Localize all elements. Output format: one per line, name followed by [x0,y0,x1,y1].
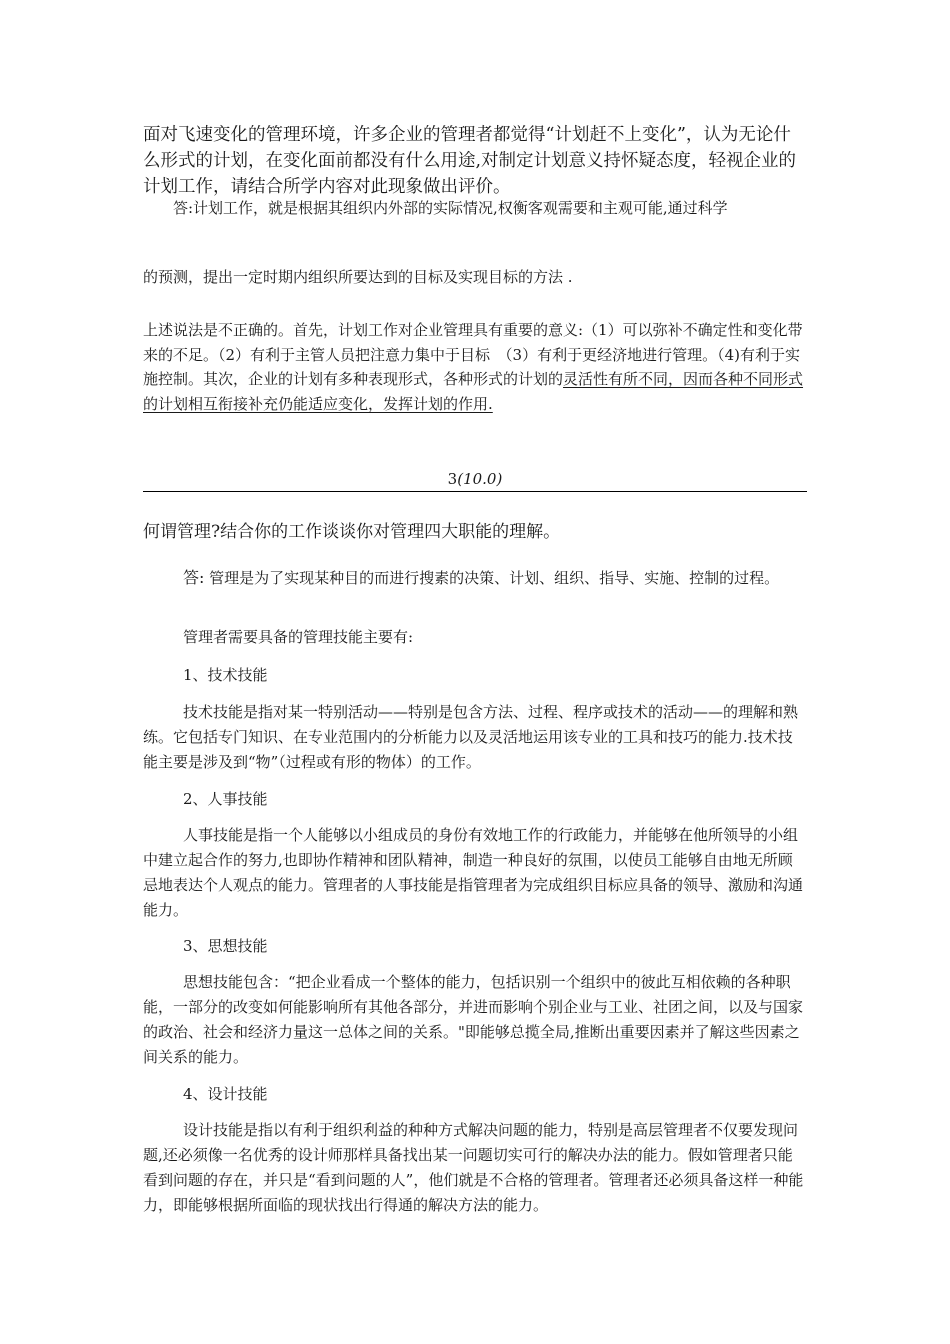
section-number: 3 [447,470,458,488]
answer-2-intro-text: 管理是为了实现某种目的而进行搜素的决策、计划、组织、指导、实施、控制的过程。 [204,569,780,587]
answer-2-intro [143,565,807,591]
skill-heading-4: 4、设计技能 [183,1085,268,1103]
skill-heading-2: 2、人事技能 [183,790,268,808]
section-header [143,470,807,488]
answer-1-line-2: 的预测，提出一定时期内组织所要达到的目标及实现目标的方法 . [143,268,573,286]
section-score: (10.0) [457,470,503,488]
skill-heading-1: 1、技术技能 [183,666,268,684]
skill-paragraph-4: 设计技能是指以有利于组织利益的种种方式解决问题的能力，特别是高层管理者不仅要发现问题,还必须像一名优秀的设计师那样具备找出某一问题切实可行的解决办法的能力。假如管理者只能看到问题的存在，并只是“看到问题的人”，他们就是不合格的管理者。管理者还必须具备这样一种能力，即能够根据所面临的现状找出行得通的解决方法的能力。 [143,1121,804,1214]
question-2: 何谓管理?结合你的工作谈谈你对管理四大职能的理解。 [143,522,561,542]
answer-label: 答: [183,568,205,587]
skill-paragraph-1: 技术技能是指对某一特别活动——特别是包含方法、过程、程序或技术的活动——的理解和熟练。它包括专门知识、在专业范围内的分析能力以及灵活地运用该专业的工具和技巧的能力.技术技能主要是涉及到“物”（过程或有形的物体）的工作。 [143,703,799,771]
skill-paragraph-2: 人事技能是指一个人能够以小组成员的身份有效地工作的行政能力，并能够在他所领导的小组中建立起合作的努力,也即协作精神和团队精神，制造一种良好的氛围，以使员工能够自由地无所顾忌地表达个人观点的能力。管理者的人事技能是指管理者为完成组织目标应具备的领导、激励和沟通能力。 [143,826,804,919]
skills-intro: 管理者需要具备的管理技能主要有: [183,628,414,646]
question-1: 面对飞速变化的管理环境，许多企业的管理者都觉得“计划赶不上变化”，认为无论什么形式的计划，在变化面前都没有什么用途,对制定计划意义持怀疑态度，轻视企业的计划工作，请结合所学内容对此现象做出评价。 [143,125,797,197]
answer-1-line-1: 答:计划工作，就是根据其组织内外部的实际情况,权衡客观需要和主观可能,通过科学 [173,199,728,217]
section-divider [143,491,807,492]
evaluation-underlined-text: 灵活性有所不同，因而各种不同形式的计划相互衔接补充仍能适应变化，发挥计划的作用. [143,370,804,413]
skill-heading-3: 3、思想技能 [183,937,268,955]
evaluation-paragraph [143,318,807,416]
evaluation-text: 上述说法是不正确的。首先，计划工作对企业管理具有重要的意义:（1）可以弥补不确定性和变化带来的不足。（2）有利于主管人员把注意力集中于目标 （3）有利于更经济地进行管理。（4)有利于实施控制。其次，企业的计划有多种表现形式，各种形式的计划的 [143,321,803,388]
skill-paragraph-3: 思想技能包含：“把企业看成一个整体的能力，包括识别一个组织中的彼此互相依赖的各种职能，一部分的改变如何能影响所有其他各部分，并进而影响个别企业与工业、社团之间，以及与国家的政治、社会和经济力量这一总体之间的关系。"即能够总揽全局,推断出重要因素并了解这些因素之间关系的能力。 [143,973,804,1066]
